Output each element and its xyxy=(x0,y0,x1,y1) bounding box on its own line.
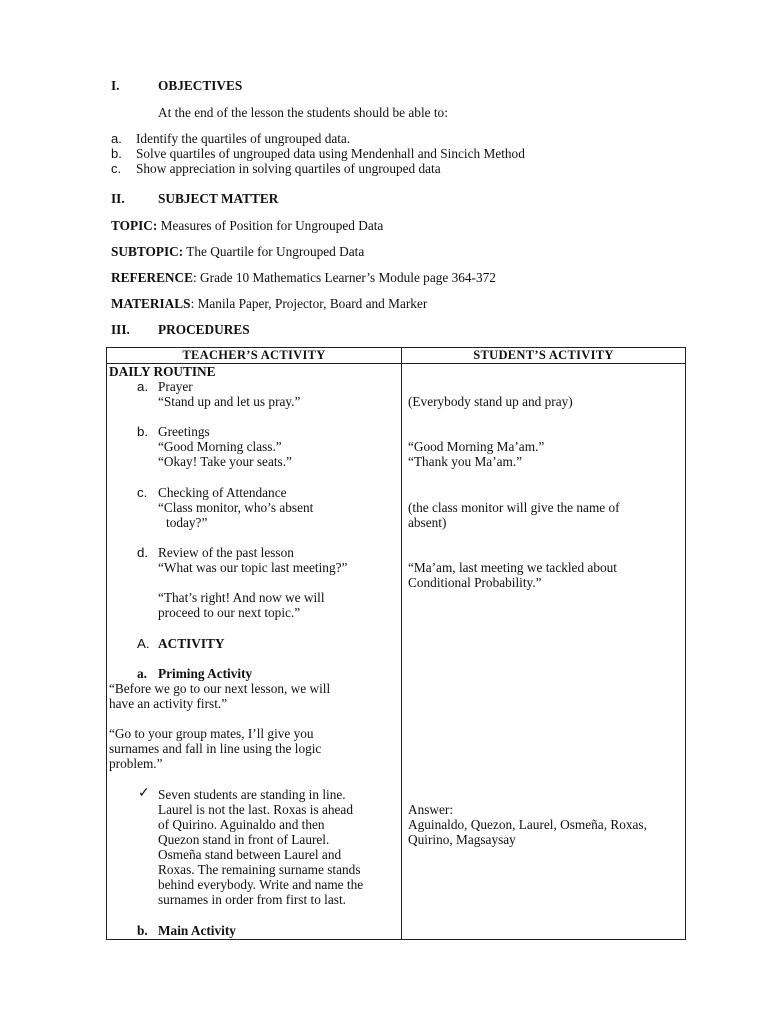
group-line: problem.” xyxy=(109,756,163,771)
checkmark-icon: ✓ xyxy=(138,786,150,801)
main-activity-title: Main Activity xyxy=(158,923,236,938)
student-response: “Good Morning Ma’am.” xyxy=(408,439,545,454)
answer-text: Aguinaldo, Quezon, Laurel, Osmeña, Roxas, xyxy=(408,817,647,832)
list-marker: b. xyxy=(137,923,148,938)
puzzle-line: Osmeña stand between Laurel and xyxy=(158,847,342,862)
activity-title: ACTIVITY xyxy=(158,636,225,651)
field-value: : Grade 10 Mathematics Learner’s Module page 364-372 xyxy=(193,270,496,285)
attendance-line: today?” xyxy=(166,515,208,530)
puzzle-line: Laurel is not the last. Roxas is ahead xyxy=(158,802,353,817)
table-header-row xyxy=(107,348,686,364)
student-activity-header: STUDENT’S ACTIVITY xyxy=(402,348,686,364)
list-marker: a. xyxy=(137,379,149,394)
review-line: “That’s right! And now we will xyxy=(158,590,325,605)
objectives-heading xyxy=(111,78,242,93)
teacher-activity-header: TEACHER’S ACTIVITY xyxy=(107,348,402,364)
list-marker: b. xyxy=(111,146,122,161)
attendance-title: Checking of Attendance xyxy=(158,485,287,500)
list-marker: c. xyxy=(111,161,122,176)
prayer-title: Prayer xyxy=(158,379,193,394)
objective-text: Identify the quartiles of ungrouped data. xyxy=(136,131,351,146)
procedures-heading xyxy=(111,322,250,337)
materials-field xyxy=(111,296,427,311)
priming-line: “Before we go to our next lesson, we will xyxy=(109,681,331,696)
review-line: “What was our topic last meeting?” xyxy=(158,560,348,575)
answer-text: Quirino, Magsaysay xyxy=(408,832,516,847)
topic-field xyxy=(111,218,383,233)
student-response: Conditional Probability.” xyxy=(408,575,542,590)
procedures-table xyxy=(106,347,686,940)
puzzle-line: surnames in order from first to last. xyxy=(158,892,346,907)
list-marker: c. xyxy=(137,485,148,500)
objective-text: Solve quartiles of ungrouped data using Mendenhall and Sincich Method xyxy=(136,146,525,161)
answer-label: Answer: xyxy=(408,802,454,817)
objective-item xyxy=(111,131,350,146)
greetings-line: “Okay! Take your seats.” xyxy=(158,454,292,469)
greetings-line: “Good Morning class.” xyxy=(158,439,282,454)
priming-line: have an activity first.” xyxy=(109,696,228,711)
section-number: II. xyxy=(111,191,125,206)
section-title: PROCEDURES xyxy=(158,322,250,337)
student-response: (the class monitor will give the name of xyxy=(408,500,620,515)
field-label: SUBTOPIC: xyxy=(111,244,184,259)
list-marker: b. xyxy=(137,424,149,439)
greetings-title: Greetings xyxy=(158,424,210,439)
list-marker: a. xyxy=(137,666,147,681)
review-title: Review of the past lesson xyxy=(158,545,294,560)
priming-activity-title: Priming Activity xyxy=(158,666,253,681)
puzzle-line: Seven students are standing in line. xyxy=(158,787,346,802)
puzzle-line: Roxas. The remaining surname stands xyxy=(158,862,361,877)
student-activity-cell xyxy=(402,364,686,940)
student-response: (Everybody stand up and pray) xyxy=(408,394,573,409)
field-label: TOPIC: xyxy=(111,218,158,233)
student-response: “Thank you Ma’am.” xyxy=(408,454,523,469)
student-response: “Ma’am, last meeting we tackled about xyxy=(408,560,617,575)
puzzle-line: of Quirino. Aguinaldo and then xyxy=(158,817,325,832)
attendance-line: “Class monitor, who’s absent xyxy=(158,500,314,515)
reference-field xyxy=(111,270,496,285)
daily-routine-label: DAILY ROUTINE xyxy=(109,364,216,379)
list-marker: A. xyxy=(137,636,150,651)
section-number: I. xyxy=(111,78,120,93)
prayer-line: “Stand up and let us pray.” xyxy=(158,394,301,409)
subtopic-field xyxy=(111,244,364,259)
field-value: The Quartile for Ungrouped Data xyxy=(183,244,365,259)
subject-matter-heading xyxy=(111,191,278,206)
section-title: SUBJECT MATTER xyxy=(158,191,279,206)
teacher-activity-cell xyxy=(107,364,402,940)
list-marker: a. xyxy=(111,131,122,146)
puzzle-line: Quezon stand in front of Laurel. xyxy=(158,832,330,847)
objective-item xyxy=(111,161,441,176)
student-response: absent) xyxy=(408,515,447,530)
field-value: Measures of Position for Ungrouped Data xyxy=(157,218,384,233)
objectives-intro: At the end of the lesson the students should be able to: xyxy=(158,105,448,120)
section-number: III. xyxy=(111,322,130,337)
field-label: MATERIALS xyxy=(111,296,191,311)
field-label: REFERENCE xyxy=(111,270,194,285)
objective-text: Show appreciation in solving quartiles of ungrouped data xyxy=(136,161,441,176)
review-line: proceed to our next topic.” xyxy=(158,605,301,620)
group-line: “Go to your group mates, I’ll give you xyxy=(109,726,314,741)
group-line: surnames and fall in line using the logic xyxy=(109,741,322,756)
field-value: : Manila Paper, Projector, Board and Marker xyxy=(190,296,428,311)
table-row xyxy=(107,364,686,940)
list-marker: d. xyxy=(137,545,149,560)
puzzle-line: behind everybody. Write and name the xyxy=(158,877,364,892)
objective-item xyxy=(111,146,525,161)
section-title: OBJECTIVES xyxy=(158,78,243,93)
